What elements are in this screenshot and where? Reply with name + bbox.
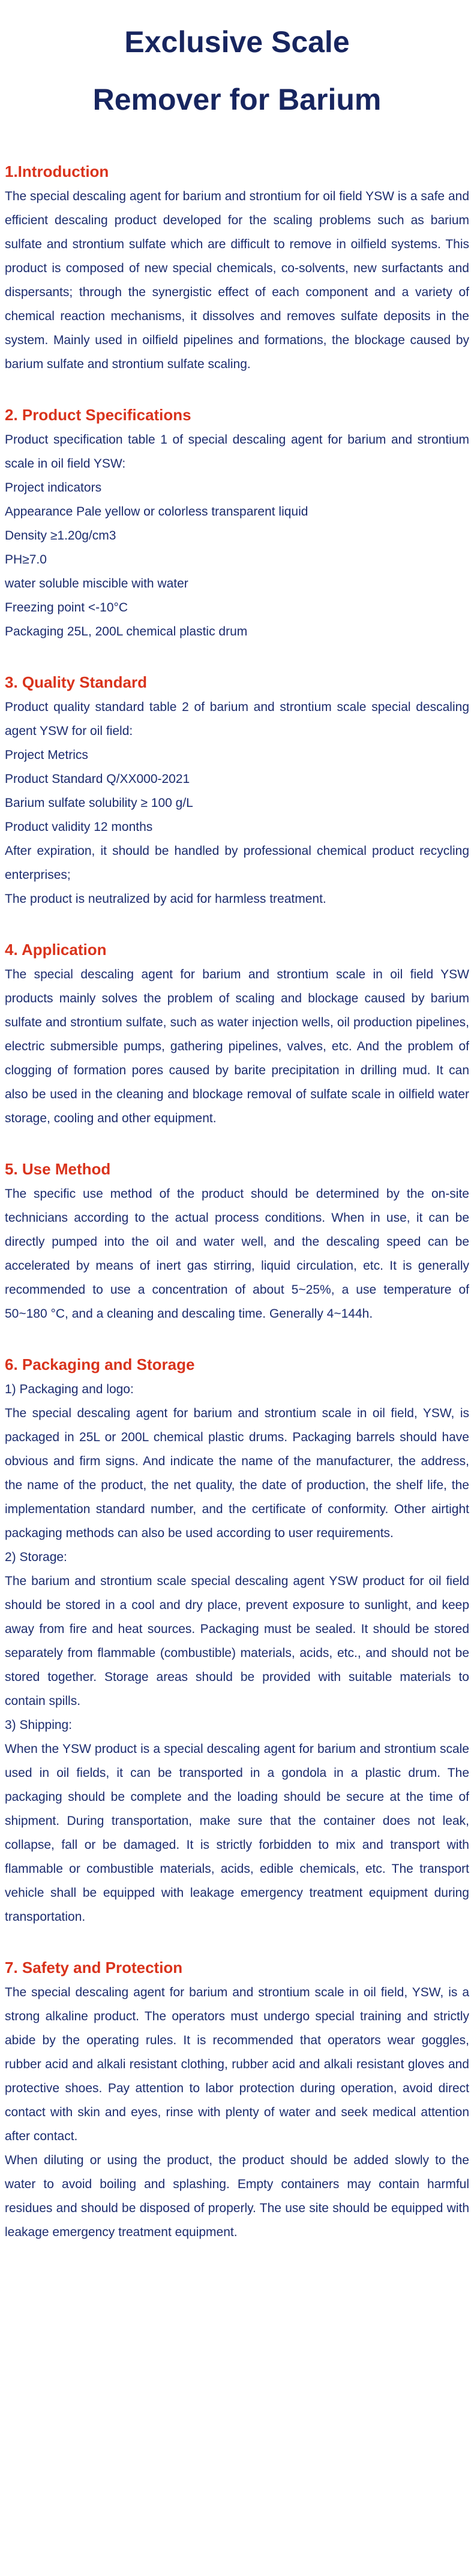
section-heading: 2. Product Specifications <box>5 406 191 424</box>
spec-line: water soluble miscible with water <box>5 577 188 590</box>
subsection-label: 1) Packaging and logo: <box>5 1382 134 1396</box>
spec-line: Project indicators <box>5 481 102 495</box>
section-paragraph: Product quality standard table 2 of barium and strontium scale special descaling agent YSW for oil field: <box>5 700 469 738</box>
subsection-label: 2) Storage: <box>5 1550 67 1564</box>
title-line-1: Exclusive Scale <box>124 25 350 59</box>
section-paragraph: The special descaling agent for barium and strontium scale in oil field YSW products mainly solves the problem of scaling and blockage caused by barium sulfate and strontium sulfate, such as water injection wells, oil production pipelines, electric submersible pumps, gathering pipelines, valves, etc. And the problem of clogging of formation pores caused by barite precipitation in drilling mud. It can also be used in the cleaning and blockage removal of sulfate scale in oilfield water storage, cooling and other equipment. <box>5 968 469 1125</box>
section-heading: 1.Introduction <box>5 162 109 180</box>
subsection-label: 3) Shipping: <box>5 1718 73 1732</box>
section-application <box>5 938 469 1131</box>
spec-line: PH≥7.0 <box>5 553 47 567</box>
section-heading: 7. Safety and Protection <box>5 1959 183 1977</box>
standard-line: Project Metrics <box>5 748 88 762</box>
section-heading: 6. Packaging and Storage <box>5 1355 195 1373</box>
section-paragraph: After expiration, it should be handled by professional chemical product recycling enterprises; <box>5 844 469 882</box>
section-heading: 4. Application <box>5 941 107 959</box>
title-line-2: Remover for Barium <box>92 83 382 116</box>
spec-line: Freezing point <-10°C <box>5 601 128 614</box>
section-paragraph: The special descaling agent for barium and strontium scale in oil field, YSW, is packaged in 25L or 200L chemical plastic drums. Packaging barrels should have obvious and firm signs. And indicate the name of the manufacturer, the address, the name of the product, the net quality, the date of production, the shelf life, the implementation standard number, and the certificate of conformity. Other airtight packaging methods can also be used according to user requirements. <box>5 1406 469 1540</box>
section-paragraph: When the YSW product is a special descaling agent for barium and strontium scale used in oil fields, it can be transported in a gondola in a plastic drum. The packaging should be complete and the loading should be secure at the time of shipment. During transportation, make sure that the container does not leak, collapse, fall or be damaged. It is strictly forbidden to mix and transport with flammable or combustible materials, acids, edible chemicals, etc. The transport vehicle shall be equipped with leakage emergency treatment equipment during transportation. <box>5 1742 469 1924</box>
section-use-method <box>5 1157 469 1326</box>
section-introduction <box>5 159 469 376</box>
section-safety-protection <box>5 1956 469 2244</box>
standard-line: Product validity 12 months <box>5 820 153 834</box>
spec-line: Density ≥1.20g/cm3 <box>5 529 116 543</box>
section-heading: 5. Use Method <box>5 1160 111 1178</box>
section-paragraph: The product is neutralized by acid for harmless treatment. <box>5 892 326 906</box>
section-quality-standard <box>5 670 469 911</box>
page-title <box>5 13 469 128</box>
section-paragraph: Product specification table 1 of special descaling agent for barium and strontium scale in oil field YSW: <box>5 433 469 471</box>
standard-line: Product Standard Q/XX000-2021 <box>5 772 190 786</box>
section-paragraph: The special descaling agent for barium and strontium for oil field YSW is a safe and efficient descaling product developed for the scaling problems such as barium sulfate and strontium sulfate which are difficult to remove in oilfield systems. This product is composed of new special chemicals, co-solvents, new surfactants and dispersants; through the synergistic effect of each component and a variety of chemical reaction mechanisms, it dissolves and removes sulfate deposits in the system. Mainly used in oilfield pipelines and formations, the blockage caused by barium sulfate and strontium sulfate scaling. <box>5 189 469 371</box>
section-paragraph: The specific use method of the product should be determined by the on-site technicians according to the actual process conditions. When in use, it can be directly pumped into the oil and water well, and the descaling speed can be accelerated by means of inert gas stirring, liquid circulation, etc. It is generally recommended to use a concentration of about 5~25%, a use temperature of 50~180 °C, and a cleaning and descaling time. Generally 4~144h. <box>5 1187 469 1321</box>
section-paragraph: When diluting or using the product, the product should be added slowly to the water to avoid boiling and splashing. Empty containers may contain harmful residues and should be disposed of properly. The use site should be equipped with leakage emergency treatment equipment. <box>5 2153 469 2239</box>
section-paragraph: The special descaling agent for barium and strontium scale in oil field, YSW, is a strong alkaline product. The operators must undergo special training and strictly abide by the operating rules. It is recommended that operators wear goggles, rubber acid and alkali resistant clothing, rubber acid and alkali resistant gloves and protective shoes. Pay attention to labor protection during operation, avoid direct contact with skin and eyes, rinse with plenty of water and seek medical attention after contact. <box>5 1986 469 2143</box>
section-paragraph: The barium and strontium scale special descaling agent YSW product for oil field should be stored in a cool and dry place, prevent exposure to sunlight, and keep away from fire and heat sources. Packaging must be sealed. It should be stored separately from flammable (combustible) materials, acids, etc., and should not be stored together. Storage areas should be provided with suitable materials to contain spills. <box>5 1574 469 1708</box>
section-heading: 3. Quality Standard <box>5 673 147 691</box>
section-packaging-storage <box>5 1352 469 1929</box>
standard-line: Barium sulfate solubility ≥ 100 g/L <box>5 796 193 810</box>
section-product-specifications <box>5 403 469 644</box>
spec-line: Packaging 25L, 200L chemical plastic drum <box>5 625 248 638</box>
spec-line: Appearance Pale yellow or colorless transparent liquid <box>5 505 308 519</box>
